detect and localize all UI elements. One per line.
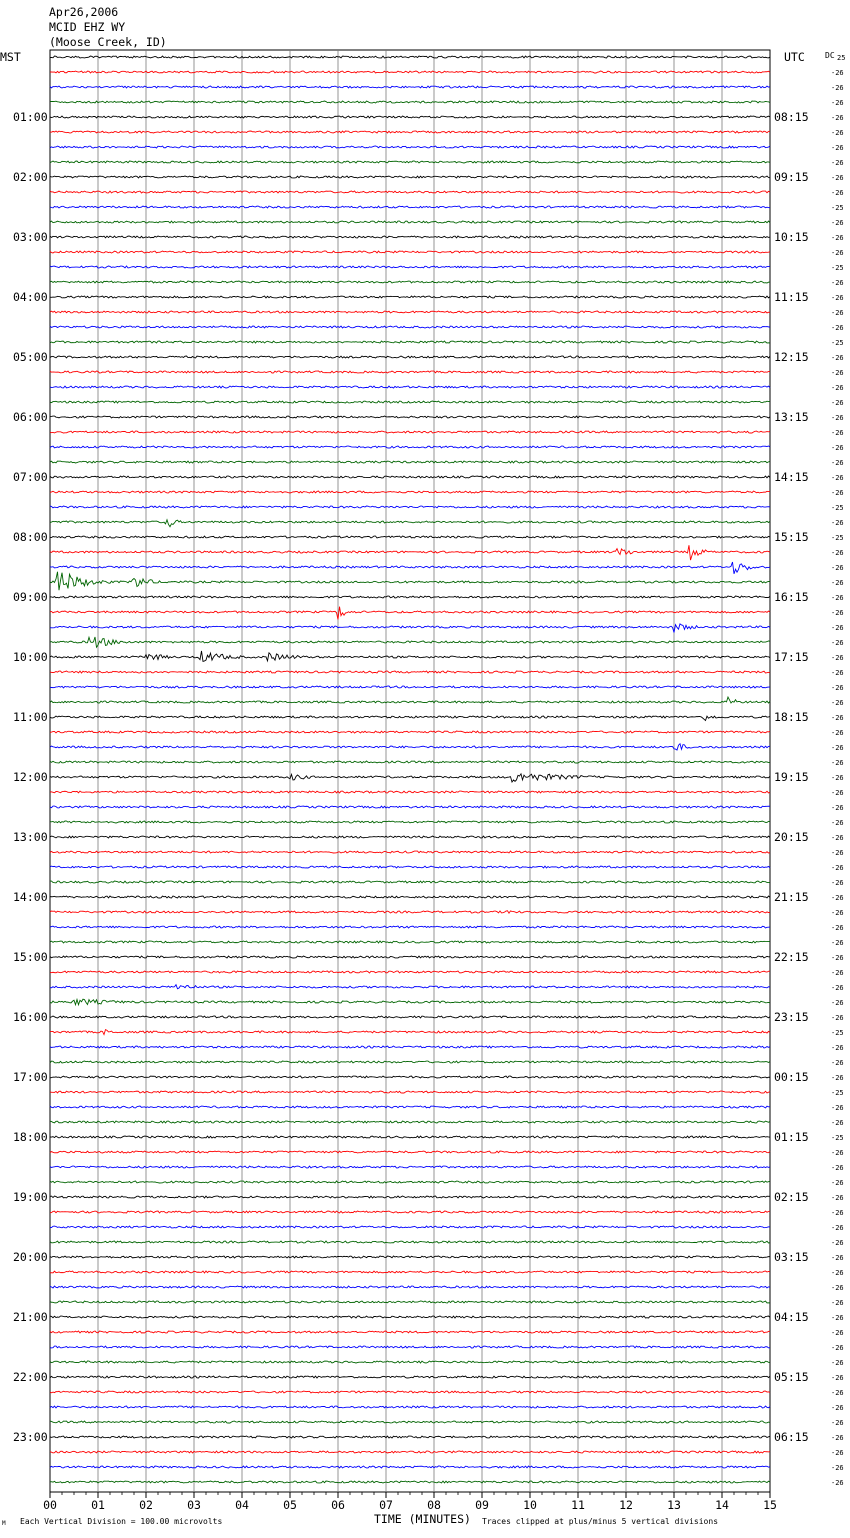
utc-label-19: 02:15 bbox=[774, 1190, 809, 1204]
dc-offset-74: -26 bbox=[831, 1164, 844, 1172]
utc-label-23: 06:15 bbox=[774, 1430, 809, 1444]
dc-offset-15: -26 bbox=[831, 279, 844, 287]
utc-label-10: 17:15 bbox=[774, 650, 809, 664]
dc-offset-24: -26 bbox=[831, 414, 844, 422]
right-zone-label: UTC bbox=[784, 50, 805, 64]
dc-offset-12: -26 bbox=[831, 234, 844, 242]
utc-label-3: 10:15 bbox=[774, 230, 809, 244]
utc-label-2: 09:15 bbox=[774, 170, 809, 184]
dc-offset-1: -26 bbox=[831, 69, 844, 77]
mst-label-3: 03:00 bbox=[13, 230, 48, 244]
mst-label-9: 09:00 bbox=[13, 590, 48, 604]
dc-offset-38: -26 bbox=[831, 624, 844, 632]
x-tick-label-6: 06 bbox=[331, 1498, 345, 1512]
dc-offset-26: -26 bbox=[831, 444, 844, 452]
dc-offset-11: -26 bbox=[831, 219, 844, 227]
x-tick-label-15: 15 bbox=[763, 1498, 777, 1512]
utc-label-5: 12:15 bbox=[774, 350, 809, 364]
dc-offset-72: -25 bbox=[831, 1134, 844, 1142]
dc-offset-18: -26 bbox=[831, 324, 844, 332]
dc-offset-54: -26 bbox=[831, 864, 844, 872]
dc-offset-50: -26 bbox=[831, 804, 844, 812]
dc-offset-88: -26 bbox=[831, 1374, 844, 1382]
utc-label-1: 08:15 bbox=[774, 110, 809, 124]
dc-offset-87: -26 bbox=[831, 1359, 844, 1367]
mst-label-5: 05:00 bbox=[13, 350, 48, 364]
dc-offset-71: -26 bbox=[831, 1119, 844, 1127]
dc-offset-39: -26 bbox=[831, 639, 844, 647]
dc-label: DC bbox=[825, 51, 835, 60]
dc-offset-29: -26 bbox=[831, 489, 844, 497]
utc-label-20: 03:15 bbox=[774, 1250, 809, 1264]
utc-label-9: 16:15 bbox=[774, 590, 809, 604]
dc-offset-52: -26 bbox=[831, 834, 844, 842]
mst-label-1: 01:00 bbox=[13, 110, 48, 124]
dc-offset-51: -26 bbox=[831, 819, 844, 827]
dc-offset-46: -26 bbox=[831, 744, 844, 752]
utc-label-11: 18:15 bbox=[774, 710, 809, 724]
dc-offset-90: -26 bbox=[831, 1404, 844, 1412]
dc-offset-44: -26 bbox=[831, 714, 844, 722]
dc-offset-30: -25 bbox=[831, 504, 844, 512]
dc-offset-55: -26 bbox=[831, 879, 844, 887]
mst-label-11: 11:00 bbox=[13, 710, 48, 724]
dc-offset-91: -26 bbox=[831, 1419, 844, 1427]
dc-offset-16: -26 bbox=[831, 294, 844, 302]
mst-label-13: 13:00 bbox=[13, 830, 48, 844]
x-tick-label-7: 07 bbox=[379, 1498, 393, 1512]
x-tick-label-9: 09 bbox=[475, 1498, 489, 1512]
dc-offset-22: -26 bbox=[831, 384, 844, 392]
x-tick-label-8: 08 bbox=[427, 1498, 441, 1512]
dc-offset-34: -26 bbox=[831, 564, 844, 572]
dc-offset-65: -25 bbox=[831, 1029, 844, 1037]
dc-offset-73: -26 bbox=[831, 1149, 844, 1157]
dc-offset-81: -26 bbox=[831, 1269, 844, 1277]
dc-offset-86: -26 bbox=[831, 1344, 844, 1352]
x-tick-label-13: 13 bbox=[667, 1498, 681, 1512]
dc-offset-59: -26 bbox=[831, 939, 844, 947]
utc-label-13: 20:15 bbox=[774, 830, 809, 844]
dc-offset-6: -26 bbox=[831, 144, 844, 152]
x-tick-label-1: 01 bbox=[91, 1498, 105, 1512]
dc-offset-82: -26 bbox=[831, 1284, 844, 1292]
dc-offset-47: -26 bbox=[831, 759, 844, 767]
utc-label-6: 13:15 bbox=[774, 410, 809, 424]
dc-offset-4: -26 bbox=[831, 114, 844, 122]
dc-offset-53: -26 bbox=[831, 849, 844, 857]
mst-label-2: 02:00 bbox=[13, 170, 48, 184]
dc-offset-36: -26 bbox=[831, 594, 844, 602]
dc-offset-77: -26 bbox=[831, 1209, 844, 1217]
mst-label-10: 10:00 bbox=[13, 650, 48, 664]
dc-offset-40: -26 bbox=[831, 654, 844, 662]
utc-label-16: 23:15 bbox=[774, 1010, 809, 1024]
mst-label-21: 21:00 bbox=[13, 1310, 48, 1324]
dc-offset-61: -26 bbox=[831, 969, 844, 977]
utc-label-17: 00:15 bbox=[774, 1070, 809, 1084]
dc-offset-56: -26 bbox=[831, 894, 844, 902]
mst-label-19: 19:00 bbox=[13, 1190, 48, 1204]
dc-offset-68: -26 bbox=[831, 1074, 844, 1082]
dc-offset-80: -26 bbox=[831, 1254, 844, 1262]
dc-offset-67: -26 bbox=[831, 1059, 844, 1067]
x-tick-label-3: 03 bbox=[187, 1498, 201, 1512]
header-date: Apr26,2006 bbox=[49, 5, 119, 19]
mst-label-17: 17:00 bbox=[13, 1070, 48, 1084]
mst-label-23: 23:00 bbox=[13, 1430, 48, 1444]
dc-offset-10: -25 bbox=[831, 204, 844, 212]
dc-offset-0: 25 bbox=[837, 54, 846, 62]
mst-label-7: 07:00 bbox=[13, 470, 48, 484]
left-zone-label: MST bbox=[0, 50, 21, 64]
mst-label-4: 04:00 bbox=[13, 290, 48, 304]
dc-offset-42: -26 bbox=[831, 684, 844, 692]
x-tick-label-4: 04 bbox=[235, 1498, 249, 1512]
utc-label-8: 15:15 bbox=[774, 530, 809, 544]
dc-offset-49: -26 bbox=[831, 789, 844, 797]
mst-label-6: 06:00 bbox=[13, 410, 48, 424]
dc-offset-23: -26 bbox=[831, 399, 844, 407]
dc-offset-78: -26 bbox=[831, 1224, 844, 1232]
dc-offset-57: -26 bbox=[831, 909, 844, 917]
dc-offset-93: -26 bbox=[831, 1449, 844, 1457]
dc-offset-69: -25 bbox=[831, 1089, 844, 1097]
dc-offset-66: -26 bbox=[831, 1044, 844, 1052]
dc-offset-76: -26 bbox=[831, 1194, 844, 1202]
scale-note: Each Vertical Division = 100.00 microvolts bbox=[20, 1517, 223, 1526]
mst-label-22: 22:00 bbox=[13, 1370, 48, 1384]
x-tick-label-10: 10 bbox=[523, 1498, 537, 1512]
dc-offset-20: -26 bbox=[831, 354, 844, 362]
mst-label-12: 12:00 bbox=[13, 770, 48, 784]
dc-offset-3: -26 bbox=[831, 99, 844, 107]
dc-offset-2: -26 bbox=[831, 84, 844, 92]
dc-offset-60: -26 bbox=[831, 954, 844, 962]
dc-offset-48: -26 bbox=[831, 774, 844, 782]
dc-offset-31: -26 bbox=[831, 519, 844, 527]
utc-label-12: 19:15 bbox=[774, 770, 809, 784]
mst-label-8: 08:00 bbox=[13, 530, 48, 544]
dc-offset-43: -26 bbox=[831, 699, 844, 707]
utc-label-21: 04:15 bbox=[774, 1310, 809, 1324]
header-location: (Moose Creek, ID) bbox=[49, 35, 167, 49]
dc-offset-70: -26 bbox=[831, 1104, 844, 1112]
x-tick-label-5: 05 bbox=[283, 1498, 297, 1512]
dc-offset-94: -26 bbox=[831, 1464, 844, 1472]
dc-offset-37: -26 bbox=[831, 609, 844, 617]
x-tick-label-2: 02 bbox=[139, 1498, 153, 1512]
mst-label-18: 18:00 bbox=[13, 1130, 48, 1144]
utc-label-7: 14:15 bbox=[774, 470, 809, 484]
dc-offset-75: -26 bbox=[831, 1179, 844, 1187]
mst-label-15: 15:00 bbox=[13, 950, 48, 964]
dc-offset-92: -26 bbox=[831, 1434, 844, 1442]
x-tick-label-11: 11 bbox=[571, 1498, 585, 1512]
utc-label-15: 22:15 bbox=[774, 950, 809, 964]
dc-offset-84: -26 bbox=[831, 1314, 844, 1322]
utc-label-4: 11:15 bbox=[774, 290, 809, 304]
dc-offset-5: -26 bbox=[831, 129, 844, 137]
mst-label-14: 14:00 bbox=[13, 890, 48, 904]
dc-offset-58: -26 bbox=[831, 924, 844, 932]
dc-offset-9: -26 bbox=[831, 189, 844, 197]
dc-offset-21: -26 bbox=[831, 369, 844, 377]
dc-offset-17: -26 bbox=[831, 309, 844, 317]
x-tick-label-0: 00 bbox=[43, 1498, 57, 1512]
dc-offset-95: -26 bbox=[831, 1479, 844, 1487]
dc-offset-35: -26 bbox=[831, 579, 844, 587]
utc-label-18: 01:15 bbox=[774, 1130, 809, 1144]
corner-mark: M bbox=[2, 1520, 6, 1527]
dc-offset-7: -26 bbox=[831, 159, 844, 167]
x-tick-label-14: 14 bbox=[715, 1498, 729, 1512]
x-tick-label-12: 12 bbox=[619, 1498, 633, 1512]
dc-offset-33: -26 bbox=[831, 549, 844, 557]
x-axis-title: TIME (MINUTES) bbox=[374, 1512, 471, 1526]
dc-offset-45: -26 bbox=[831, 729, 844, 737]
dc-offset-83: -26 bbox=[831, 1299, 844, 1307]
dc-offset-25: -26 bbox=[831, 429, 844, 437]
dc-offset-14: -25 bbox=[831, 264, 844, 272]
dc-offset-64: -26 bbox=[831, 1014, 844, 1022]
dc-offset-63: -26 bbox=[831, 999, 844, 1007]
dc-offset-62: -26 bbox=[831, 984, 844, 992]
dc-offset-32: -25 bbox=[831, 534, 844, 542]
dc-offset-85: -26 bbox=[831, 1329, 844, 1337]
dc-offset-79: -26 bbox=[831, 1239, 844, 1247]
dc-offset-41: -26 bbox=[831, 669, 844, 677]
clip-note: Traces clipped at plus/minus 5 vertical divisions bbox=[482, 1517, 719, 1526]
dc-offset-89: -26 bbox=[831, 1389, 844, 1397]
dc-offset-8: -26 bbox=[831, 174, 844, 182]
header-station: MCID EHZ WY bbox=[49, 20, 126, 34]
dc-offset-28: -26 bbox=[831, 474, 844, 482]
dc-offset-13: -26 bbox=[831, 249, 844, 257]
mst-label-20: 20:00 bbox=[13, 1250, 48, 1264]
mst-label-16: 16:00 bbox=[13, 1010, 48, 1024]
dc-offset-27: -26 bbox=[831, 459, 844, 467]
utc-label-22: 05:15 bbox=[774, 1370, 809, 1384]
dc-offset-19: -25 bbox=[831, 339, 844, 347]
utc-label-14: 21:15 bbox=[774, 890, 809, 904]
